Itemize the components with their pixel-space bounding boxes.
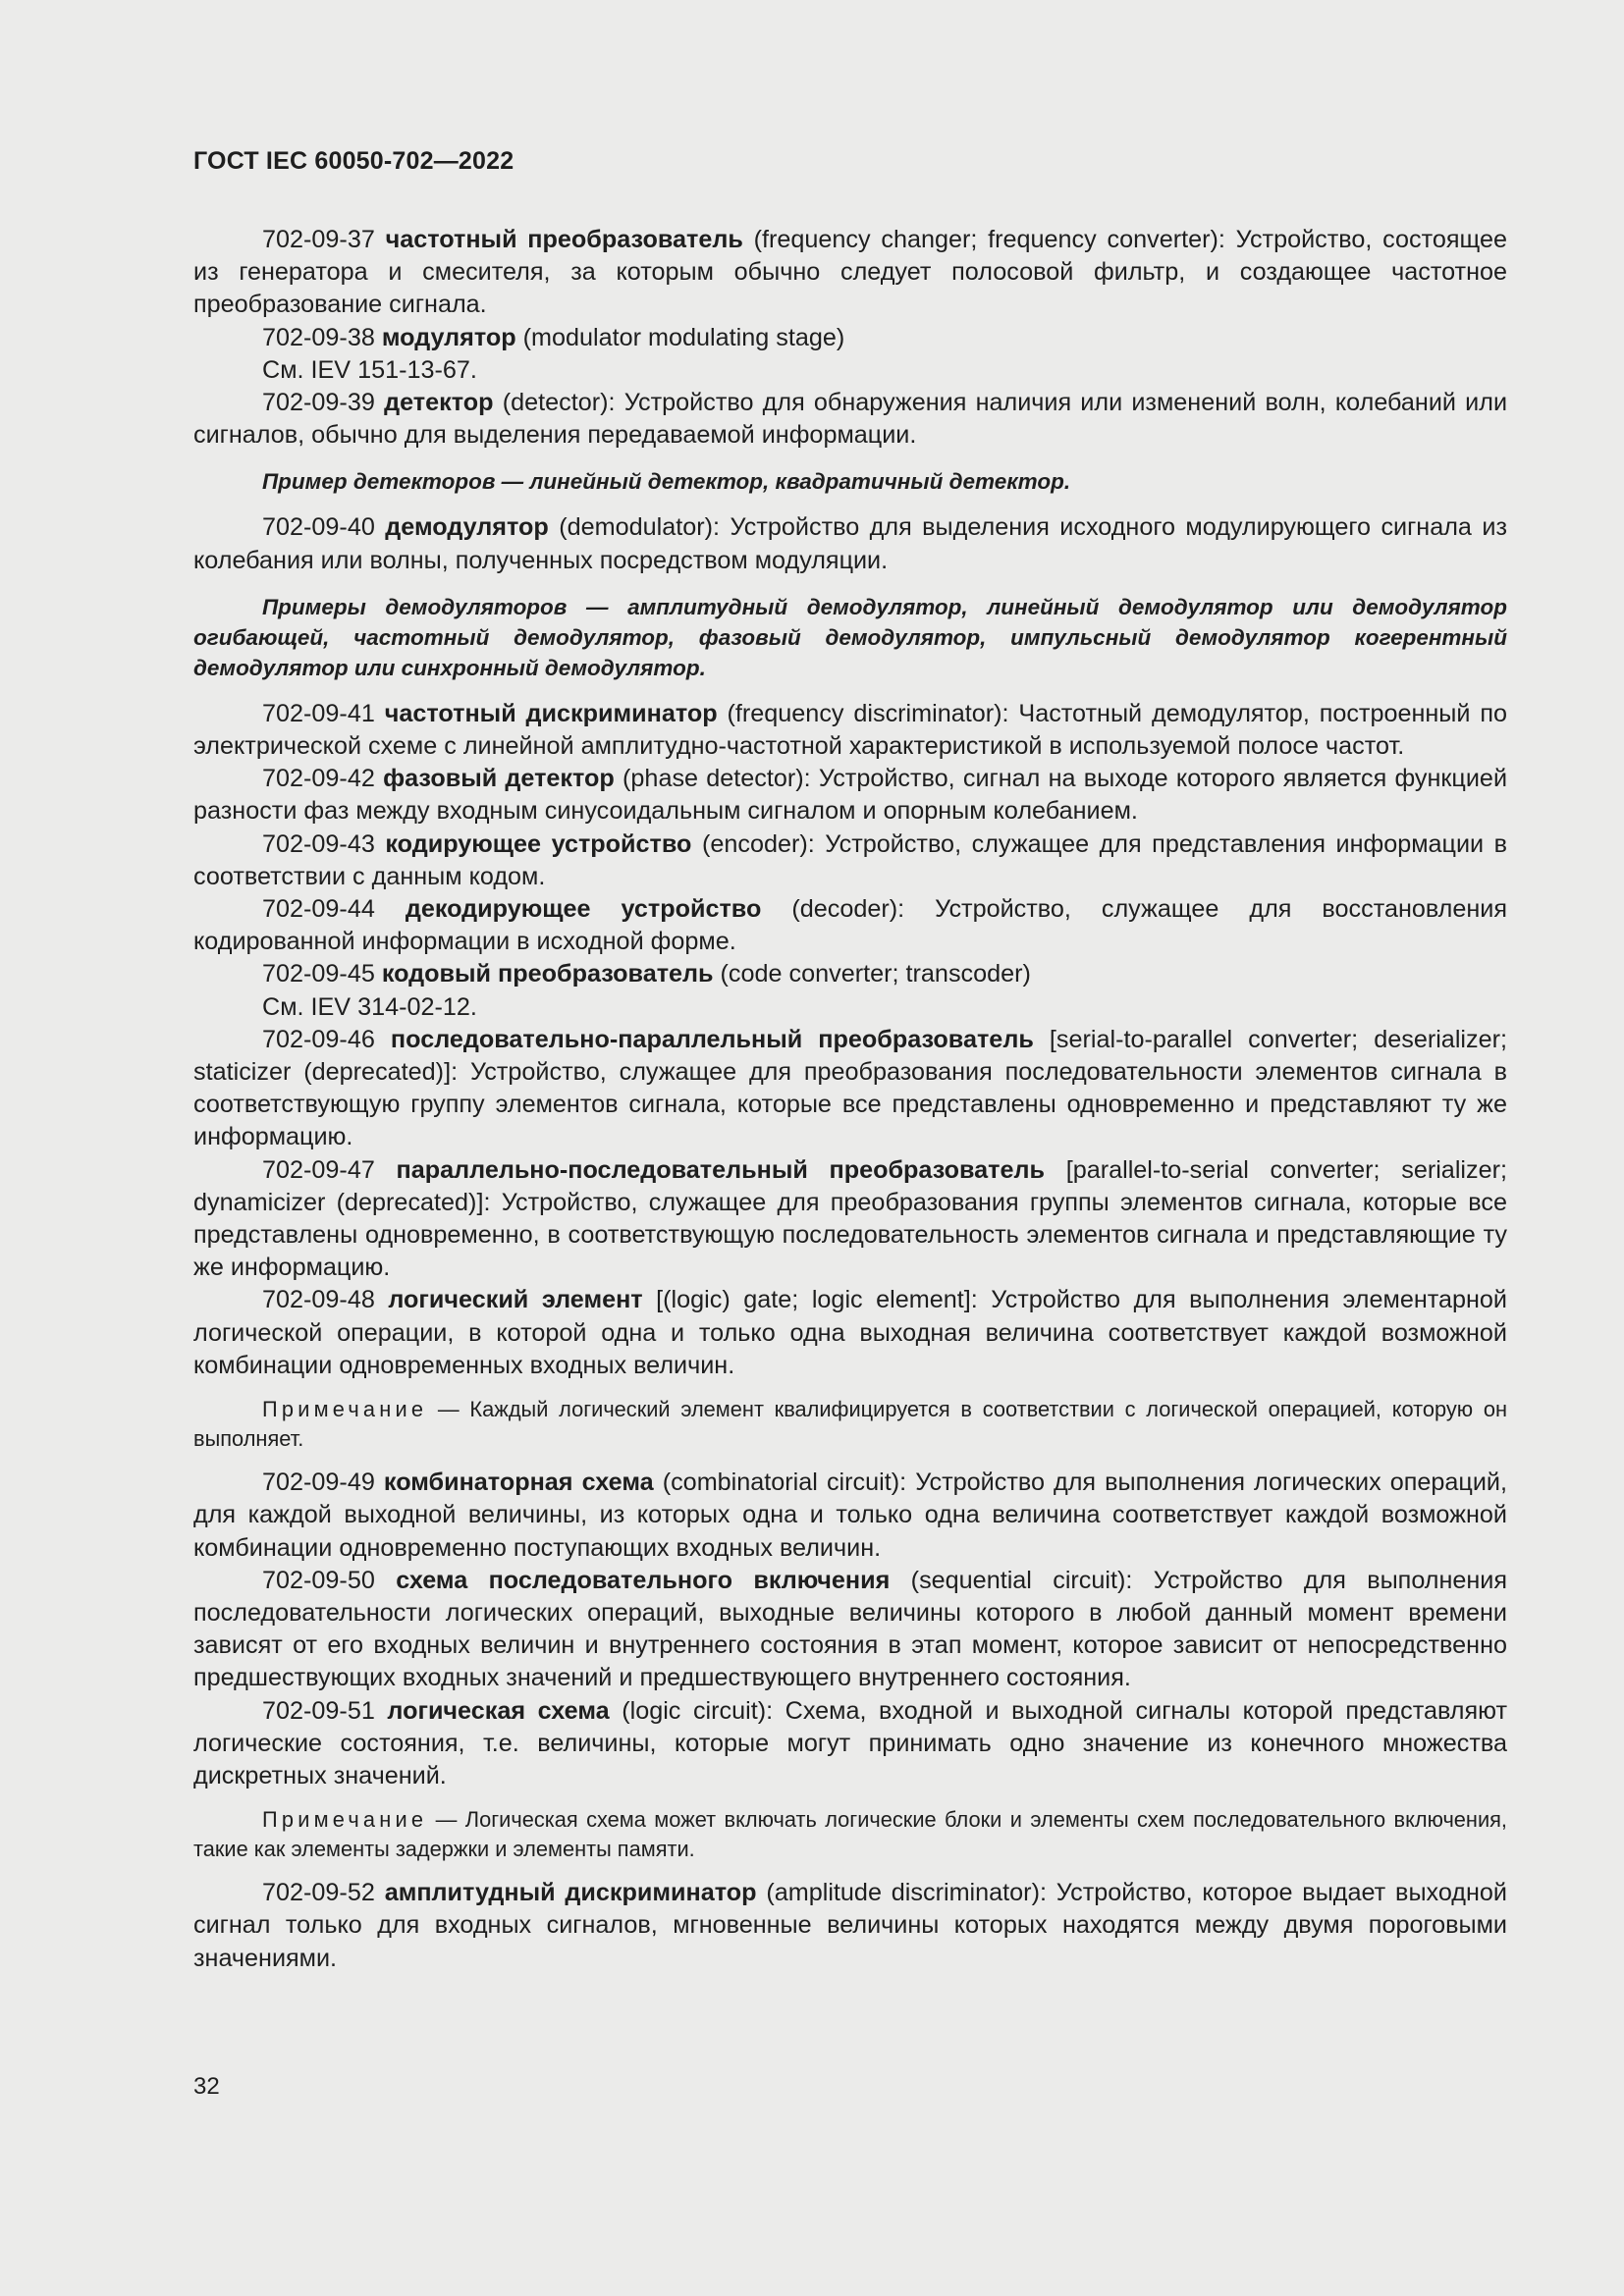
entry-term: декодирующее устройство (405, 895, 762, 924)
entry-term: логический элемент (388, 1286, 643, 1314)
standard-designation: ГОСТ IEC 60050-702—2022 (193, 147, 514, 175)
entry-number: 702-09-43 (262, 829, 375, 858)
entry-definition: (modulator modulating stage) (515, 323, 845, 351)
entry-number: 702-09-48 (262, 1286, 375, 1314)
entry-702-09-40 (193, 511, 1507, 576)
entry-number: 702-09-41 (262, 699, 375, 727)
entry-definition: (demodulator): Устройство для выделения исходного модулирующего сигнала из колебания или волны, полученных посредством модуляции. (193, 513, 1507, 574)
entry-702-09-50 (193, 1565, 1507, 1695)
entry-702-09-42 (193, 763, 1507, 828)
entry-term: частотный преобразователь (385, 226, 743, 253)
entry-number: 702-09-42 (262, 765, 375, 793)
entry-702-09-46 (193, 1024, 1507, 1154)
note-label: Примечание (262, 1807, 428, 1833)
entry-702-09-41 (193, 698, 1507, 763)
entry-definition: (logic circuit): Схема, входной и выходной сигналы которой представляют логические состояния, т.е. величины, которые могут принимать одно значение из конечного множества дискретных значений. (193, 1696, 1507, 1789)
entry-term: фазовый детектор (383, 765, 615, 793)
entry-definition: (decoder): Устройство, служащее для восстановления кодированной информации в исходной форме. (193, 895, 1507, 956)
entry-number: 702-09-46 (262, 1025, 375, 1053)
entry-702-09-48 (193, 1284, 1507, 1382)
entry-702-09-51 (193, 1695, 1507, 1793)
entry-number: 702-09-38 (262, 323, 375, 351)
entry-term: кодовый преобразователь (381, 960, 714, 988)
entry-definition: (frequency changer; frequency converter): Устройство, состоящее из генератора и смесителя, за которым обычно следует полосовой фильтр, и создающее частотное преобразование сигнала. (193, 226, 1507, 319)
page-number: 32 (193, 2073, 220, 2100)
entry-definition: (frequency discriminator): Частотный демодулятор, построенный по электрической схеме с линейной амплитудно-частотной характеристикой в используемой полосе частот. (193, 699, 1508, 761)
entry-note (193, 1395, 1507, 1454)
entry-702-09-38 (193, 322, 1507, 354)
entry-702-09-52 (193, 1877, 1507, 1975)
entry-definition: (combinatorial circuit): Устройство для выполнения логических операций, для каждой выходной величины, из которых одна и только одна величина соответствует каждой возможной комбинации одновременно поступающих входных величин. (193, 1468, 1507, 1562)
entry-definition: [parallel-to-serial converter; serializer; dynamicizer (deprecated)]: Устройство, служащее для преобразования группы элементов сигнала, которые все представлены одновременно, в соответствующую последовательность элементов сигнала и представляющие ту же информацию. (193, 1155, 1507, 1282)
entry-example: Пример детекторов — линейный детектор, квадратичный детектор. (262, 469, 1071, 495)
entry-number: 702-09-39 (262, 389, 375, 417)
entry-definition: (code converter; transcoder) (713, 960, 1031, 988)
entry-term: комбинаторная схема (383, 1468, 654, 1497)
entry-702-09-39 (193, 387, 1507, 452)
entry-definition: (sequential circuit): Устройство для выполнения последовательности логических операций, выходные величины которого в любой данный момент времени зависят от его входных величин и внутреннего состояния в этап момент, которое зависит от непосредственно предшествующих входных значений и предшествующего внутреннего состояния. (193, 1566, 1508, 1692)
entry-702-09-47 (193, 1154, 1507, 1285)
entry-702-09-37 (193, 224, 1507, 322)
entry-number: 702-09-49 (262, 1468, 375, 1497)
entry-number: 702-09-50 (262, 1566, 375, 1594)
entry-term: амплитудный дискриминатор (384, 1879, 757, 1907)
entry-definition: (amplitude discriminator): Устройство, которое выдает выходной сигнал только для входных сигналов, мгновенные величины которых находятся между двумя пороговыми значениями. (193, 1879, 1507, 1972)
entry-definition: (phase detector): Устройство, сигнал на выходе которого является функцией разности фаз между входным синусоидальным сигналом и опорным колебанием. (193, 765, 1508, 826)
entry-number: 702-09-40 (262, 513, 375, 542)
document-body (193, 224, 1507, 1975)
entry-number: 702-09-45 (262, 960, 375, 988)
entry-term: детектор (384, 389, 494, 417)
entry-number: 702-09-44 (262, 895, 375, 924)
entry-term: модулятор (381, 323, 516, 351)
entry-702-09-45 (193, 958, 1507, 990)
entry-term: частотный дискриминатор (384, 699, 718, 727)
entry-702-09-44 (193, 893, 1507, 958)
entry-term: логическая схема (387, 1696, 610, 1725)
entry-number: 702-09-37 (262, 226, 375, 253)
entry-number: 702-09-52 (262, 1879, 375, 1907)
entry-reference: См. IEV 314-02-12. (262, 992, 477, 1021)
entry-definition: [serial-to-parallel converter; deserializer; staticizer (deprecated)]: Устройство, служащее для преобразования последовательности элементов сигнала в соответствующую группу элементов сигнала, которые все представлены одновременно и представляют ту же информацию. (193, 1025, 1507, 1151)
entry-702-09-43 (193, 828, 1507, 893)
entry-note (193, 1805, 1507, 1864)
entry-term: схема последовательного включения (396, 1566, 891, 1594)
entry-term: кодирующее устройство (385, 829, 692, 858)
entry-term: параллельно-последовательный преобразователь (396, 1155, 1046, 1184)
entry-term: последовательно-параллельный преобразователь (390, 1025, 1034, 1053)
note-label: Примечание (262, 1397, 428, 1422)
entry-definition: [(logic) gate; logic element]: Устройство для выполнения элементарной логической операции, в которой одна и только одна выходная величина соответствует каждой возможной комбинации одновременных входных величин. (193, 1286, 1507, 1379)
note-text: — Каждый логический элемент квалифицируется в соответствии с логической операцией, которую он выполняет. (193, 1397, 1507, 1452)
entry-definition: (encoder): Устройство, служащее для представления информации в соответствии с данным кодом. (193, 829, 1508, 890)
entry-number: 702-09-47 (262, 1155, 375, 1184)
entry-702-09-49 (193, 1467, 1507, 1565)
entry-number: 702-09-51 (262, 1696, 375, 1725)
note-text: — Логическая схема может включать логические блоки и элементы схем последовательного включения, такие как элементы задержки и элементы памяти. (193, 1807, 1507, 1862)
entry-term: демодулятор (385, 513, 549, 542)
entry-reference: См. IEV 151-13-67. (262, 355, 477, 384)
entry-definition: (detector): Устройство для обнаружения наличия или изменений волн, колебаний или сигналов, обычно для выделения передаваемой информации. (193, 389, 1508, 450)
entry-example: Примеры демодуляторов — амплитудный демодулятор, линейный демодулятор или демодулятор огибающей, частотный демодулятор, фазовый демодулятор, импульсный демодулятор когерентный демодулятор или синхронный демодулятор. (193, 594, 1507, 680)
